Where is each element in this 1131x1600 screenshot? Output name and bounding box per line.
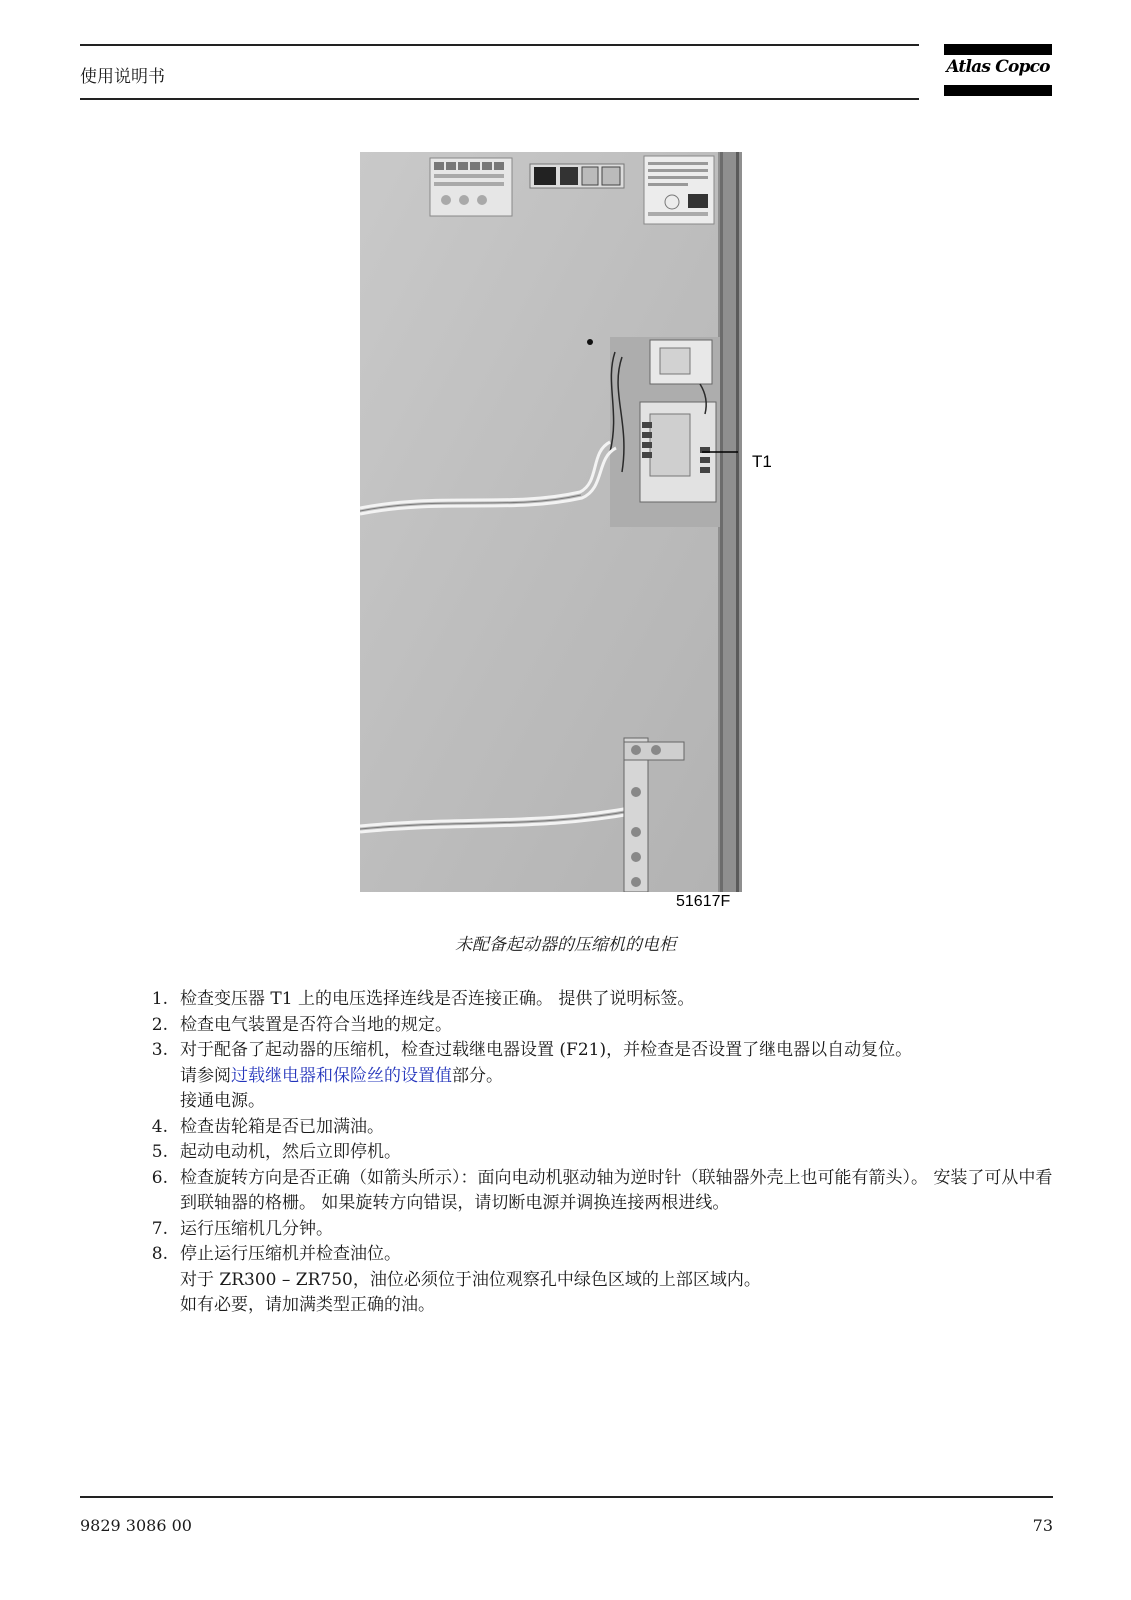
step-extra-text-2: 如有必要，请加满类型正确的油。 [180,1295,435,1315]
electrical-cabinet-photo [360,152,742,892]
step-text: 起动电动机，然后立即停机。 [180,1142,401,1162]
step-number: 1. [151,989,168,1009]
footer-rule [80,1496,1053,1498]
step-number: 3. [151,1040,168,1060]
pictogram-label [530,164,624,188]
step-reference [180,1064,1058,1090]
step-1 [138,987,1058,1013]
step-text: 检查变压器 T1 上的电压选择连线是否连接正确。 提供了说明标签。 [180,989,695,1009]
step-text: 停止运行压缩机并检查油位。 [180,1244,401,1264]
reference-suffix: 部分。 [452,1065,503,1086]
step-text: 对于配备了起动器的压缩机，检查过载继电器设置 (F21)，并检查是否设置了继电器以自动复位。 [180,1040,913,1060]
atlas-copco-logo [944,44,1052,96]
step-4 [138,1115,1058,1141]
document-number: 9829 3086 00 [80,1516,192,1535]
step-number: 5. [151,1142,168,1162]
step-text: 检查电气装置是否符合当地的规定。 [180,1014,452,1035]
t1-callout-label: T1 [752,452,772,471]
step-5 [138,1140,1058,1166]
transformer-t1-assembly [610,337,720,527]
nameplate-label [644,156,714,224]
procedure-steps [138,987,1058,1319]
step-extra-text: 对于 ZR300 – ZR750，油位必须位于油位观察孔中绿色区域的上部区域内。 [180,1269,761,1290]
step-6 [138,1166,1058,1217]
header-top-rule [80,44,919,46]
logo-text: Atlas Copco [946,57,1050,77]
step-3 [138,1038,1058,1115]
step-extra-text: 接通电源。 [180,1091,265,1111]
step-number: 4. [151,1116,168,1137]
page-header-title: 使用说明书 [80,67,165,87]
step-2 [138,1013,1058,1039]
step-number: 7. [151,1218,168,1239]
warning-label [430,158,512,216]
step-text: 检查旋转方向是否正确（如箭头所示）：面向电动机驱动轴为逆时针（联轴器外壳上也可能有箭头）。 安装了可从中看到联轴器的格栅。 如果旋转方向错误，请切断电源并调换连接两根进线。 [180,1167,1053,1213]
page-number: 73 [1032,1516,1053,1535]
header-bottom-rule [80,98,919,100]
step-text: 运行压缩机几分钟。 [180,1218,333,1239]
step-text: 检查齿轮箱是否已加满油。 [180,1116,384,1137]
step-number: 2. [151,1014,168,1035]
step-8 [138,1242,1058,1319]
step-number: 6. [151,1167,168,1188]
reference-prefix: 请参阅 [180,1065,231,1086]
figure-caption: 未配备起动器的压缩机的电柜 [455,935,676,955]
step-7 [138,1217,1058,1243]
logo-bottom-bar [944,85,1052,96]
step-number: 8. [151,1244,168,1264]
logo-top-bar [944,44,1052,55]
figure-image-id: 51617F [676,893,731,910]
overload-relay-settings-link[interactable]: 过载继电器和保险丝的设置值 [231,1065,452,1086]
